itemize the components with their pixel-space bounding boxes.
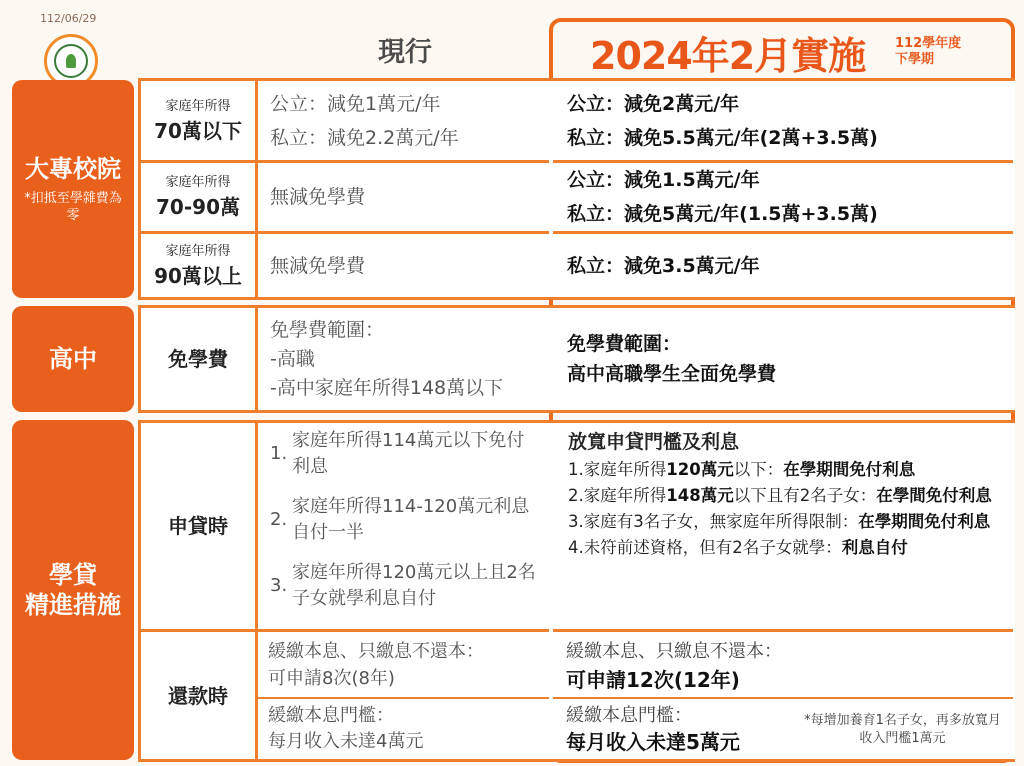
item-number: 1. [270, 443, 288, 464]
uni-row2-current [258, 163, 549, 231]
highschool-sub [141, 308, 258, 410]
threshold-text: 緩繳本息門檻： [268, 705, 394, 726]
income-range: 70萬以下 [154, 118, 242, 143]
income-label: 家庭年所得 [165, 98, 231, 114]
list-item [568, 536, 1008, 560]
loan-repay-new-2 [566, 703, 806, 755]
current-column-header: 現行 [378, 37, 432, 68]
item-highlight: 120萬元 [666, 460, 734, 479]
item-highlight: 在學期間免付利息 [858, 512, 991, 531]
scope-item: 高中高職學生全面免學費 [567, 363, 777, 385]
section-highschool [12, 306, 134, 412]
income-range: 90萬以上 [154, 263, 242, 288]
item-text: 以下： [733, 460, 784, 479]
current-none: 無減免學費 [270, 186, 366, 208]
section-university-title: 大專校院 [25, 155, 121, 183]
item-text: 3.家庭有3名子女，無家庭年所得限制： [568, 512, 859, 531]
income-range: 70-90萬 [156, 195, 240, 219]
semester-line-1: 112學年度 [895, 36, 962, 51]
date-label: 112/06/29 [40, 12, 97, 25]
threshold-value: 每月收入未達4萬元 [268, 731, 424, 752]
section-student-loan [12, 420, 134, 760]
scope-title: 免學費範圍： [270, 318, 385, 341]
scope-title: 免學費範圍： [567, 333, 682, 355]
item-text: 家庭年所得114-120萬元利息自付一半 [292, 496, 530, 543]
repay-label: 還款時 [168, 683, 228, 708]
item-text: 4.未符前述資格，但有2名子女就學： [568, 538, 842, 557]
uni-row2-new [553, 163, 1013, 231]
list-item [568, 510, 1008, 534]
new-policy-title: 2024年2月實施 [590, 34, 866, 78]
divider [553, 629, 1013, 632]
uni-row3-new [553, 234, 1013, 297]
threshold-value: 每月收入未達5萬元 [566, 730, 740, 754]
list-item [270, 428, 540, 480]
item-highlight: 利息自付 [841, 538, 908, 557]
list-item [270, 494, 540, 546]
section-university [12, 80, 134, 298]
income-bracket-70 [141, 81, 258, 160]
item-highlight: 在學期間免付利息 [783, 460, 916, 479]
loan-repay-current-1 [268, 638, 548, 692]
item-text: 家庭年所得120萬元以上且2名子女就學利息自付 [292, 562, 536, 609]
loan-apply-current-list [270, 428, 540, 612]
list-item [568, 458, 1008, 482]
item-text: 家庭年所得114萬元以下免付利息 [292, 430, 525, 477]
current-public: 公立：減免1萬元/年 [270, 92, 441, 115]
section-university-note: *扣抵至學雜費為零 [24, 191, 122, 223]
loan-repay-current-2 [268, 703, 548, 755]
uni-row1-current [258, 81, 549, 160]
uni-row1-new [553, 81, 1013, 160]
deferral-text: 緩繳本息、只繳息不還本： [268, 641, 484, 662]
new-policy-semester [895, 36, 961, 68]
item-text: 1.家庭年所得 [568, 460, 667, 479]
scope-item: -高中家庭年所得148萬以下 [270, 376, 504, 399]
deferral-text: 緩繳本息、只繳息不還本： [566, 641, 782, 662]
current-none: 無減免學費 [270, 254, 366, 277]
new-public: 公立：減免1.5萬元/年 [567, 169, 760, 191]
divider [258, 697, 549, 699]
item-highlight: 在學間免付利息 [876, 486, 992, 505]
current-private: 私立：減免2.2萬元/年 [270, 126, 459, 149]
item-text: 以下且有2名子女： [733, 486, 877, 505]
new-public: 公立：減免2萬元/年 [567, 92, 740, 115]
relaxed-threshold-title: 放寬申貸門檻及利息 [568, 431, 740, 453]
threshold-text: 緩繳本息門檻： [566, 705, 692, 726]
divider [553, 697, 1013, 699]
income-bracket-90 [141, 234, 258, 297]
item-number: 3. [270, 575, 288, 596]
highschool-current [258, 308, 549, 410]
semester-line-2: 下學期 [895, 52, 935, 67]
free-tuition-label: 免學費 [168, 347, 228, 371]
new-private: 私立：減免5萬元/年(1.5萬+3.5萬) [567, 203, 878, 225]
loan-title-line2: 精進措施 [25, 591, 121, 619]
loan-apply-new-list [568, 458, 1008, 560]
deferral-value: 可申請8次(8年) [268, 668, 395, 689]
loan-repay-sub [141, 632, 258, 759]
loan-repay-new-1 [566, 638, 1006, 694]
income-bracket-70-90 [141, 163, 258, 231]
income-label: 家庭年所得 [165, 243, 231, 259]
loan-apply-new [568, 428, 1008, 562]
item-text: 2.家庭年所得 [568, 486, 667, 505]
item-number: 2. [270, 509, 288, 530]
list-item [270, 560, 540, 612]
apply-label: 申貸時 [168, 514, 228, 538]
new-private: 私立：減免3.5萬元/年 [567, 254, 760, 277]
scope-item: -高職 [270, 347, 315, 370]
income-label: 家庭年所得 [165, 175, 231, 190]
highschool-new [553, 308, 1013, 410]
item-highlight: 148萬元 [666, 486, 734, 505]
child-bonus-note: *每增加養育1名子女，再多放寬月收入門檻1萬元 [804, 713, 1001, 746]
loan-apply-sub [141, 423, 258, 629]
new-private: 私立：減免5.5萬元/年(2萬+3.5萬) [567, 126, 878, 149]
deferral-value: 可申請12次(12年) [566, 668, 740, 692]
list-item [568, 484, 1008, 508]
loan-title-line1: 學貸 [49, 561, 97, 589]
uni-row3-current [258, 234, 549, 297]
section-highschool-title: 高中 [49, 345, 97, 373]
